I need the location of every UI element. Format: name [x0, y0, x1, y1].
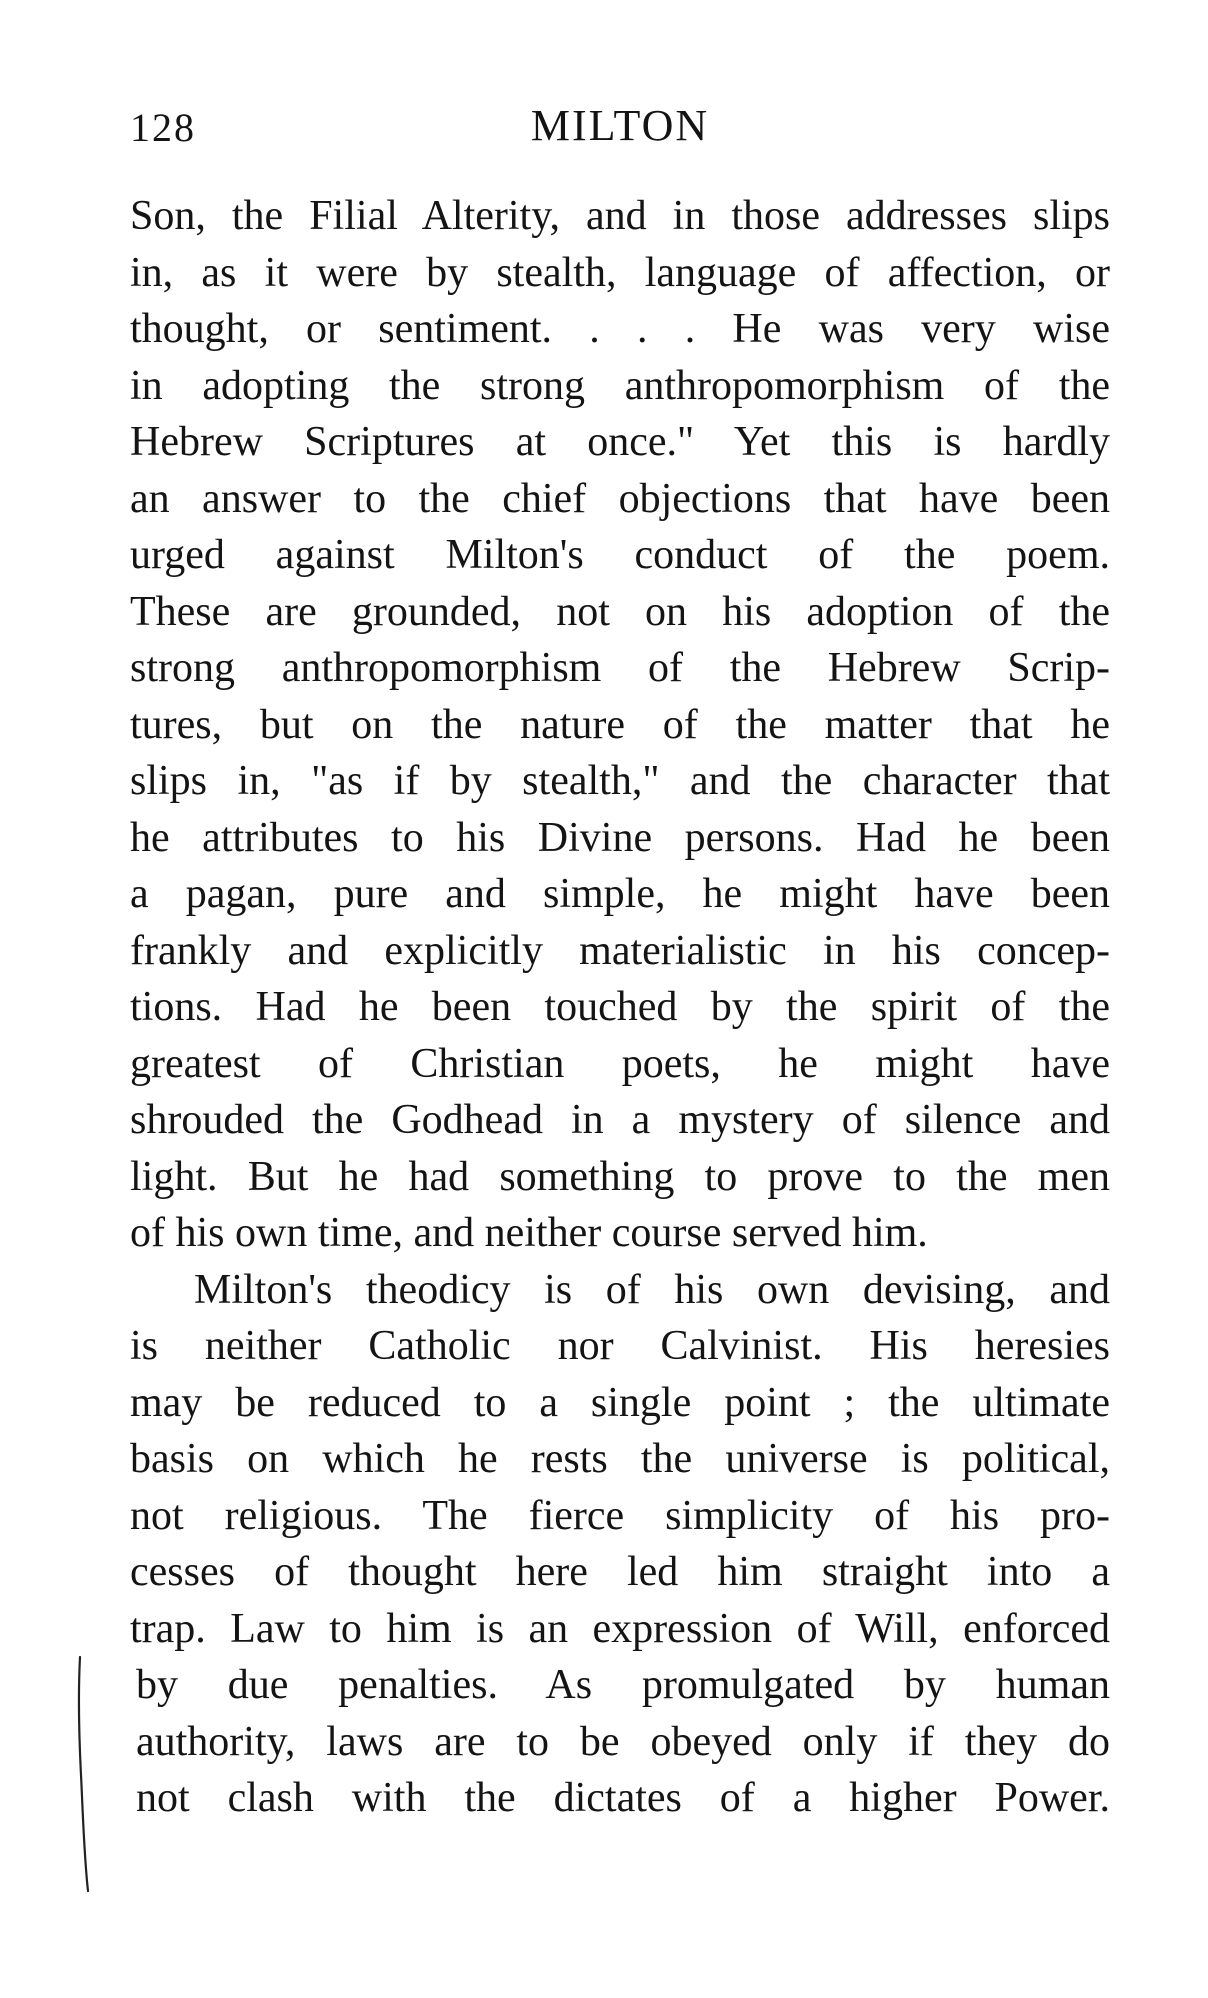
text-line: by due penalties. As promulgated by human [136, 1662, 1110, 1708]
text-line: cesses of thought here led him straight into a [130, 1549, 1110, 1595]
text-line: Son, the Filial Alterity, and in those addresses slips [130, 193, 1110, 239]
text-line: greatest of Christian poets, he might have [130, 1040, 1110, 1087]
text-line: in adopting the strong anthropomorphism of the [130, 362, 1110, 409]
body-text [130, 188, 1110, 1827]
text-line-paragraph-start: Milton's theodicy is of his own devising, and [194, 1266, 1110, 1313]
margin-pencil-mark [70, 1655, 100, 1895]
text-line: tures, but on the nature of the matter that he [130, 701, 1110, 748]
running-title: MILTON [530, 101, 710, 150]
text-line: frankly and explicitly materialistic in his concep- [130, 927, 1110, 974]
text-line: trap. Law to him is an expression of Will, enforced [130, 1605, 1110, 1652]
text-line: not religious. The fierce simplicity of his pro- [130, 1492, 1110, 1539]
text-line: an answer to the chief objections that have been [130, 475, 1110, 522]
text-line: strong anthropomorphism of the Hebrew Scrip- [130, 645, 1110, 691]
text-line: in, as it were by stealth, language of affection, or [130, 249, 1110, 296]
text-line: a pagan, pure and simple, he might have been [130, 871, 1110, 917]
text-line: slips in, "as if by stealth," and the character that [130, 758, 1110, 804]
text-line: thought, or sentiment. . . . He was very wise [130, 306, 1110, 352]
text-line: not clash with the dictates of a higher Power. [136, 1775, 1110, 1821]
text-line: is neither Catholic nor Calvinist. His heresies [130, 1323, 1110, 1369]
running-head [130, 100, 1110, 160]
text-line: he attributes to his Divine persons. Had he been [130, 814, 1110, 861]
text-line: light. But he had something to prove to the men [130, 1153, 1110, 1200]
text-line-paragraph-end: of his own time, and neither course served him. [130, 1210, 928, 1256]
text-line: urged against Milton's conduct of the poem. [130, 532, 1110, 578]
text-line: basis on which he rests the universe is political, [130, 1436, 1110, 1482]
text-line: may be reduced to a single point ; the ultimate [130, 1379, 1110, 1426]
text-line: shrouded the Godhead in a mystery of silence and [130, 1097, 1110, 1143]
text-line: authority, laws are to be obeyed only if they do [136, 1718, 1110, 1765]
text-line: These are grounded, not on his adoption of the [130, 588, 1110, 635]
page-number: 128 [130, 105, 196, 150]
text-line: Hebrew Scriptures at once." Yet this is hardly [130, 419, 1110, 465]
text-line: tions. Had he been touched by the spirit of the [130, 984, 1110, 1030]
